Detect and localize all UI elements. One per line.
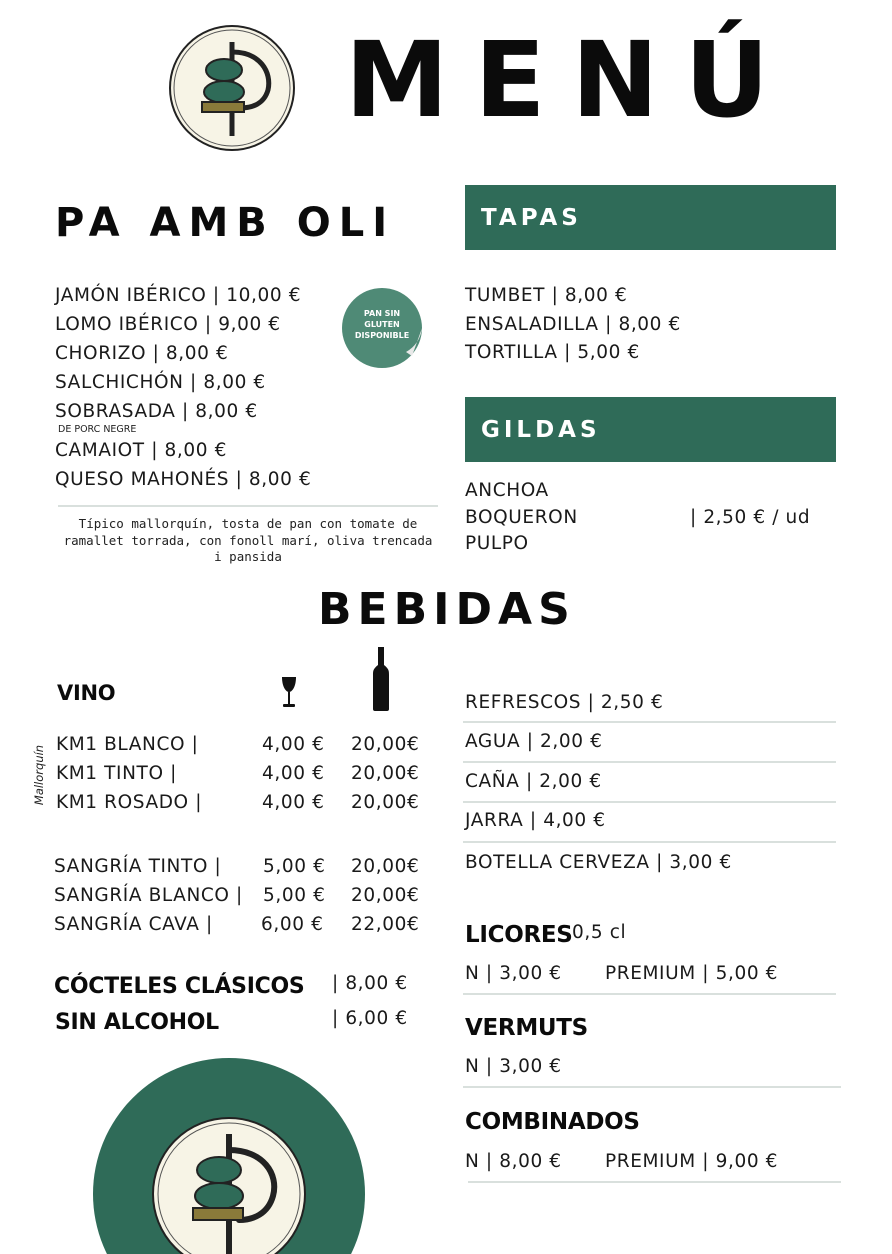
gildas-price: | 2,50 € / ud [690, 507, 811, 528]
vino-row-name: SANGRÍA BLANCO | [54, 885, 243, 906]
pa-item-sobrasada: SOBRASADA | 8,00 € [55, 401, 258, 422]
vermuts-divider [463, 1086, 841, 1088]
vino-row-bottle: 20,00€ [351, 792, 420, 813]
licores-divider [463, 993, 836, 995]
brand-logo [168, 24, 296, 152]
badge-line-1: PAN SIN [363, 309, 401, 318]
combinados-divider [468, 1181, 841, 1183]
drink-item-refrescos: REFRESCOS | 2,50 € [465, 692, 664, 713]
licores-heading: LICORES [465, 922, 573, 948]
sin-alcohol-label: SIN ALCOHOL [55, 1010, 219, 1035]
vino-row-name: SANGRÍA CAVA | [54, 914, 213, 935]
combinados-heading: COMBINADOS [465, 1109, 640, 1135]
menu-title: MENÚ [345, 19, 796, 141]
vino-row-glass: 5,00 € [263, 856, 326, 877]
pa-item-queso: QUESO MAHONÉS | 8,00 € [55, 469, 312, 490]
vino-heading: VINO [57, 681, 116, 705]
vermuts-heading: VERMUTS [465, 1015, 588, 1041]
vino-row-glass: 4,00 € [262, 734, 325, 755]
gildas-item-pulpo: PULPO [465, 533, 529, 554]
badge-line-3: DISPONIBLE [354, 331, 410, 340]
vino-row-bottle: 20,00€ [351, 885, 420, 906]
sobrasada-note: DE PORC NEGRE [58, 424, 137, 435]
wine-bottle-icon [372, 647, 390, 711]
drink-item-cana: CAÑA | 2,00 € [465, 771, 602, 792]
vino-row-glass: 5,00 € [263, 885, 326, 906]
vino-row-glass: 4,00 € [262, 763, 325, 784]
pa-item-camaiot: CAMAIOT | 8,00 € [55, 440, 227, 461]
gildas-item-anchoa: ANCHOA [465, 480, 549, 501]
pa-item-salchichon: SALCHICHÓN | 8,00 € [55, 372, 266, 393]
cocteles-price: | 8,00 € [332, 973, 408, 994]
vino-row-name: KM1 BLANCO | [56, 734, 199, 755]
footer-logo-disc [93, 1058, 365, 1254]
drink-item-botella-cerveza: BOTELLA CERVEZA | 3,00 € [465, 852, 732, 873]
tapas-header [465, 185, 836, 250]
licores-premium-price: PREMIUM | 5,00 € [605, 963, 779, 984]
gildas-heading: GILDAS [481, 416, 601, 443]
drink-divider [463, 721, 836, 723]
vino-row-bottle: 20,00€ [351, 856, 420, 877]
drink-divider [463, 761, 836, 763]
badge-line-2: GLUTEN [364, 320, 400, 329]
tapas-heading: TAPAS [481, 204, 582, 231]
vino-row-name: KM1 TINTO | [56, 763, 177, 784]
combinados-premium-price: PREMIUM | 9,00 € [605, 1151, 779, 1172]
vino-row-bottle: 20,00€ [351, 763, 420, 784]
mallorquin-side-label: Mallorquín [32, 744, 46, 806]
vino-row-glass: 6,00 € [261, 914, 324, 935]
pa-divider [58, 505, 438, 507]
sin-alcohol-price: | 6,00 € [332, 1008, 408, 1029]
pa-amb-oli-heading: PA AMB OLI [55, 200, 396, 246]
drink-item-jarra: JARRA | 4,00 € [465, 810, 606, 831]
tapas-item-ensaladilla: ENSALADILLA | 8,00 € [465, 314, 681, 335]
vermuts-n-price: N | 3,00 € [465, 1056, 562, 1077]
bebidas-heading: BEBIDAS [318, 584, 576, 635]
pa-item-chorizo: CHORIZO | 8,00 € [55, 343, 229, 364]
gluten-free-badge [340, 286, 424, 370]
drink-divider [463, 841, 836, 843]
vino-row-bottle: 22,00€ [351, 914, 420, 935]
pa-description: Típico mallorquín, tosta de pan con tomate de ramallet torrada, con fonoll marí, oliva trencada i pansida [63, 516, 433, 564]
gildas-header [465, 397, 836, 462]
vino-row-bottle: 20,00€ [351, 734, 420, 755]
combinados-n-price: N | 8,00 € [465, 1151, 562, 1172]
vino-row-glass: 4,00 € [262, 792, 325, 813]
gildas-item-boqueron: BOQUERON [465, 507, 578, 528]
vino-row-name: SANGRÍA TINTO | [54, 856, 222, 877]
cocteles-label: CÓCTELES CLÁSICOS [54, 974, 305, 999]
wine-glass-icon [280, 675, 298, 709]
pa-item-jamon: JAMÓN IBÉRICO | 10,00 € [55, 285, 302, 306]
licores-note: 0,5 cl [572, 922, 627, 943]
licores-n-price: N | 3,00 € [465, 963, 562, 984]
tapas-item-tumbet: TUMBET | 8,00 € [465, 285, 628, 306]
pa-item-lomo: LOMO IBÉRICO | 9,00 € [55, 314, 281, 335]
vino-row-name: KM1 ROSADO | [56, 792, 203, 813]
drink-divider [463, 801, 836, 803]
drink-item-agua: AGUA | 2,00 € [465, 731, 603, 752]
tapas-item-tortilla: TORTILLA | 5,00 € [465, 342, 640, 363]
